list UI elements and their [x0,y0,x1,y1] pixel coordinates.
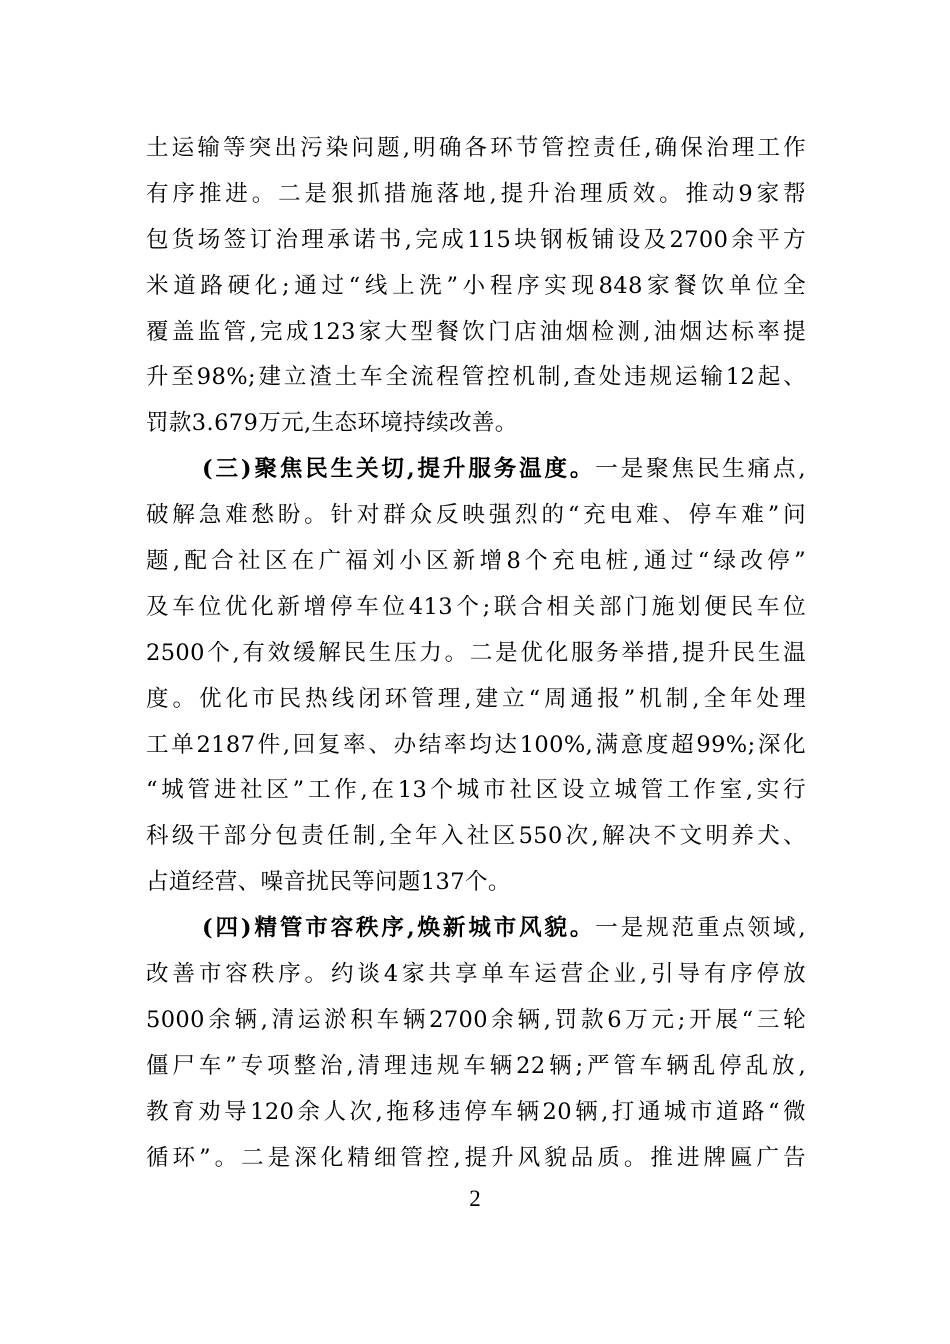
text-line: 及车位优化新增停车位413个;联合相关部门施划便民车位 [146,593,806,620]
paragraph-city-appearance [146,906,806,1181]
text-line: 循环”。二是深化精细管控,提升风貌品质。推进牌匾广告 [146,1144,806,1171]
text-line: 5000余辆,清运淤积车辆2700余辆,罚款6万元;开展“三轮 [146,1006,806,1033]
text-line: 2500个,有效缓解民生压力。二是优化服务举措,提升民生温 [146,639,806,666]
text-line: “城管进社区”工作,在13个城市社区设立城管工作室,实行 [146,777,806,804]
text-line: 罚款3.679万元,生态环境持续改善。 [146,410,518,437]
text-line: 覆盖监管,完成123家大型餐饮门店油烟检测,油烟达标率提 [146,318,806,345]
text-line: 改善市容秩序。约谈4家共享单车运营企业,引导有序停放 [146,961,806,988]
text-line: 米道路硬化;通过“线上洗”小程序实现848家餐饮单位全 [146,272,806,299]
text-run: 一是规范重点领域, [595,915,806,942]
body-text [146,126,806,1181]
text-line: 题,配合社区在广福刘小区新增8个充电桩,通过“绿改停” [146,548,806,575]
text-line: 包货场签订治理承诺书,完成115块钢板铺设及2700余平方 [146,226,806,253]
section-heading: (四)精管市容秩序,焕新城市风貌。 [202,915,596,942]
text-line: 工单2187件,回复率、办结率均达100%,满意度超99%;深化 [146,731,806,758]
text-line: 度。优化市民热线闭环管理,建立“周通报”机制,全年处理 [146,685,806,712]
text-line: 有序推进。二是狠抓措施落地,提升治理质效。推动9家帮 [146,180,806,207]
text-run: 一是聚焦民生痛点, [595,456,806,483]
text-line: 占道经营、噪音扰民等问题137个。 [146,869,511,896]
section-heading: (三)聚焦民生关切,提升服务温度。 [202,456,596,483]
paragraph-first-line [146,906,806,952]
text-line: 升至98%;建立渣土车全流程管控机制,查处违规运输12起、 [146,364,806,391]
paragraph-first-line [146,447,806,493]
paragraph-environment [146,126,806,447]
text-line: 破解急难愁盼。针对群众反映强烈的“充电难、停车难”问 [146,502,806,529]
text-line: 土运输等突出污染问题,明确各环节管控责任,确保治理工作 [146,135,806,161]
text-line: 僵尸车”专项整治,清理违规车辆22辆;严管车辆乱停乱放, [146,1052,806,1079]
page-number: 2 [469,1186,481,1211]
text-line: 科级干部分包责任制,全年入社区550次,解决不文明养犬、 [146,823,806,850]
text-line: 教育劝导120余人次,拖移违停车辆20辆,打通城市道路“微 [146,1098,806,1125]
paragraph-livelihood [146,447,806,906]
